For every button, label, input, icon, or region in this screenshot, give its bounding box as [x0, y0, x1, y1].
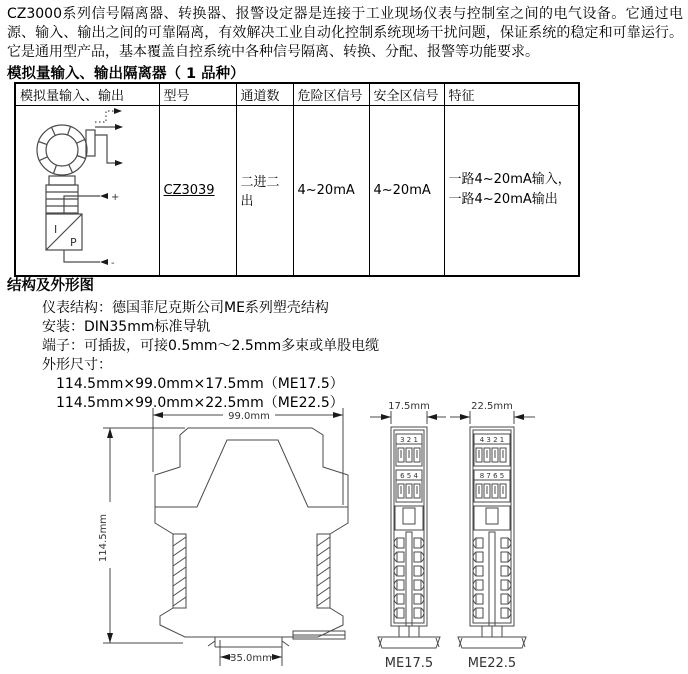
- structure-line-mounting: 安装：DIN35mm标准导轨: [42, 319, 211, 335]
- col-header-io: 模拟量输入、输出: [15, 83, 159, 106]
- application-schematic-cell: [15, 106, 159, 276]
- front-view-me175-drawing: [368, 398, 446, 674]
- me225-terminal-numbers-top: 4 3 2 1: [479, 436, 505, 444]
- me225-model-label: ME22.5: [467, 656, 517, 671]
- arrow-right-2: [115, 160, 123, 166]
- structure-line-housing: 仪表结构：德国菲尼克斯公司ME系列塑壳结构: [42, 300, 329, 316]
- table-row: [15, 106, 579, 276]
- dimension-line-me175: 114.5mm×99.0mm×17.5mm（ME17.5）: [56, 376, 344, 392]
- col-header-channels: 通道数: [236, 83, 293, 106]
- hazard-signal-cell: 4~20mA: [293, 106, 369, 276]
- me225-terminal-numbers-mid: 8 7 6 5: [479, 472, 505, 480]
- me175-terminal-numbers-mid: 6 5 4: [400, 472, 418, 480]
- ip-letter-i: I: [54, 223, 58, 236]
- model-cell: [159, 106, 236, 276]
- structure-line-dimensions-label: 外形尺寸：: [42, 357, 112, 373]
- side-width-dim-label: 99.0mm: [228, 411, 270, 422]
- transmitter-icon: [37, 125, 95, 213]
- col-header-safe-signal: 安全区信号: [369, 83, 444, 106]
- safe-signal-cell: 4~20mA: [369, 106, 444, 276]
- me175-width-dim-label: 17.5mm: [388, 401, 430, 412]
- side-view-drawing: [75, 398, 385, 674]
- model-link[interactable]: CZ3039: [163, 182, 215, 198]
- side-height-dim-label: 114.5mm: [98, 513, 109, 563]
- table-header-row: [15, 83, 579, 106]
- me175-terminal-numbers-top: 3 2 1: [400, 436, 418, 444]
- arrow-right-1: [115, 124, 123, 130]
- col-header-hazard-signal: 危险区信号: [293, 83, 369, 106]
- isolator-spec-table: [14, 82, 580, 277]
- structure-section: [7, 277, 607, 413]
- ip-letter-p: P: [70, 236, 77, 249]
- rail-width-dim-label: 35.0mm: [230, 653, 272, 664]
- structure-heading: 结构及外形图: [7, 278, 94, 294]
- me175-model-label: ME17.5: [384, 656, 434, 671]
- application-schematic-drawing: [16, 106, 154, 272]
- structure-line-terminals: 端子：可插拔，可接0.5mm～2.5mm多束或单股电缆: [42, 338, 380, 354]
- col-header-model: 型号: [159, 83, 236, 106]
- arrow-left-minus: [100, 259, 108, 265]
- features-cell: 一路4~20mA输入，一路4~20mA输出: [444, 106, 579, 276]
- isolator-section-heading: 模拟量输入、输出隔离器（ 1 品种）: [7, 66, 245, 82]
- plus-label: +: [111, 192, 120, 203]
- arrow-right-dotted: [114, 108, 122, 114]
- channels-cell: 二进二出: [236, 106, 293, 276]
- signal-output-arrows: [95, 111, 115, 163]
- col-header-features: 特征: [444, 83, 579, 106]
- intro-paragraph: CZ3000系列信号隔离器、转换器、报警设定器是连接于工业现场仪表与控制室之间的电气设备。它通过电源、输入、输出之间的可靠隔离，有效解决工业自动化控制系统现场干扰问题，保证系统的稳定和可靠运行。它是通用型产品，基本覆盖自控系统中各种信号隔离、转换、分配、报警等功能要求。: [7, 6, 683, 60]
- front-view-me225-drawing: [450, 398, 535, 674]
- arrow-left-plus: [100, 193, 108, 199]
- dimension-line-me225: 114.5mm×99.0mm×22.5mm（ME22.5）: [56, 395, 344, 411]
- minus-label: -: [111, 258, 115, 269]
- me225-width-dim-label: 22.5mm: [471, 401, 513, 412]
